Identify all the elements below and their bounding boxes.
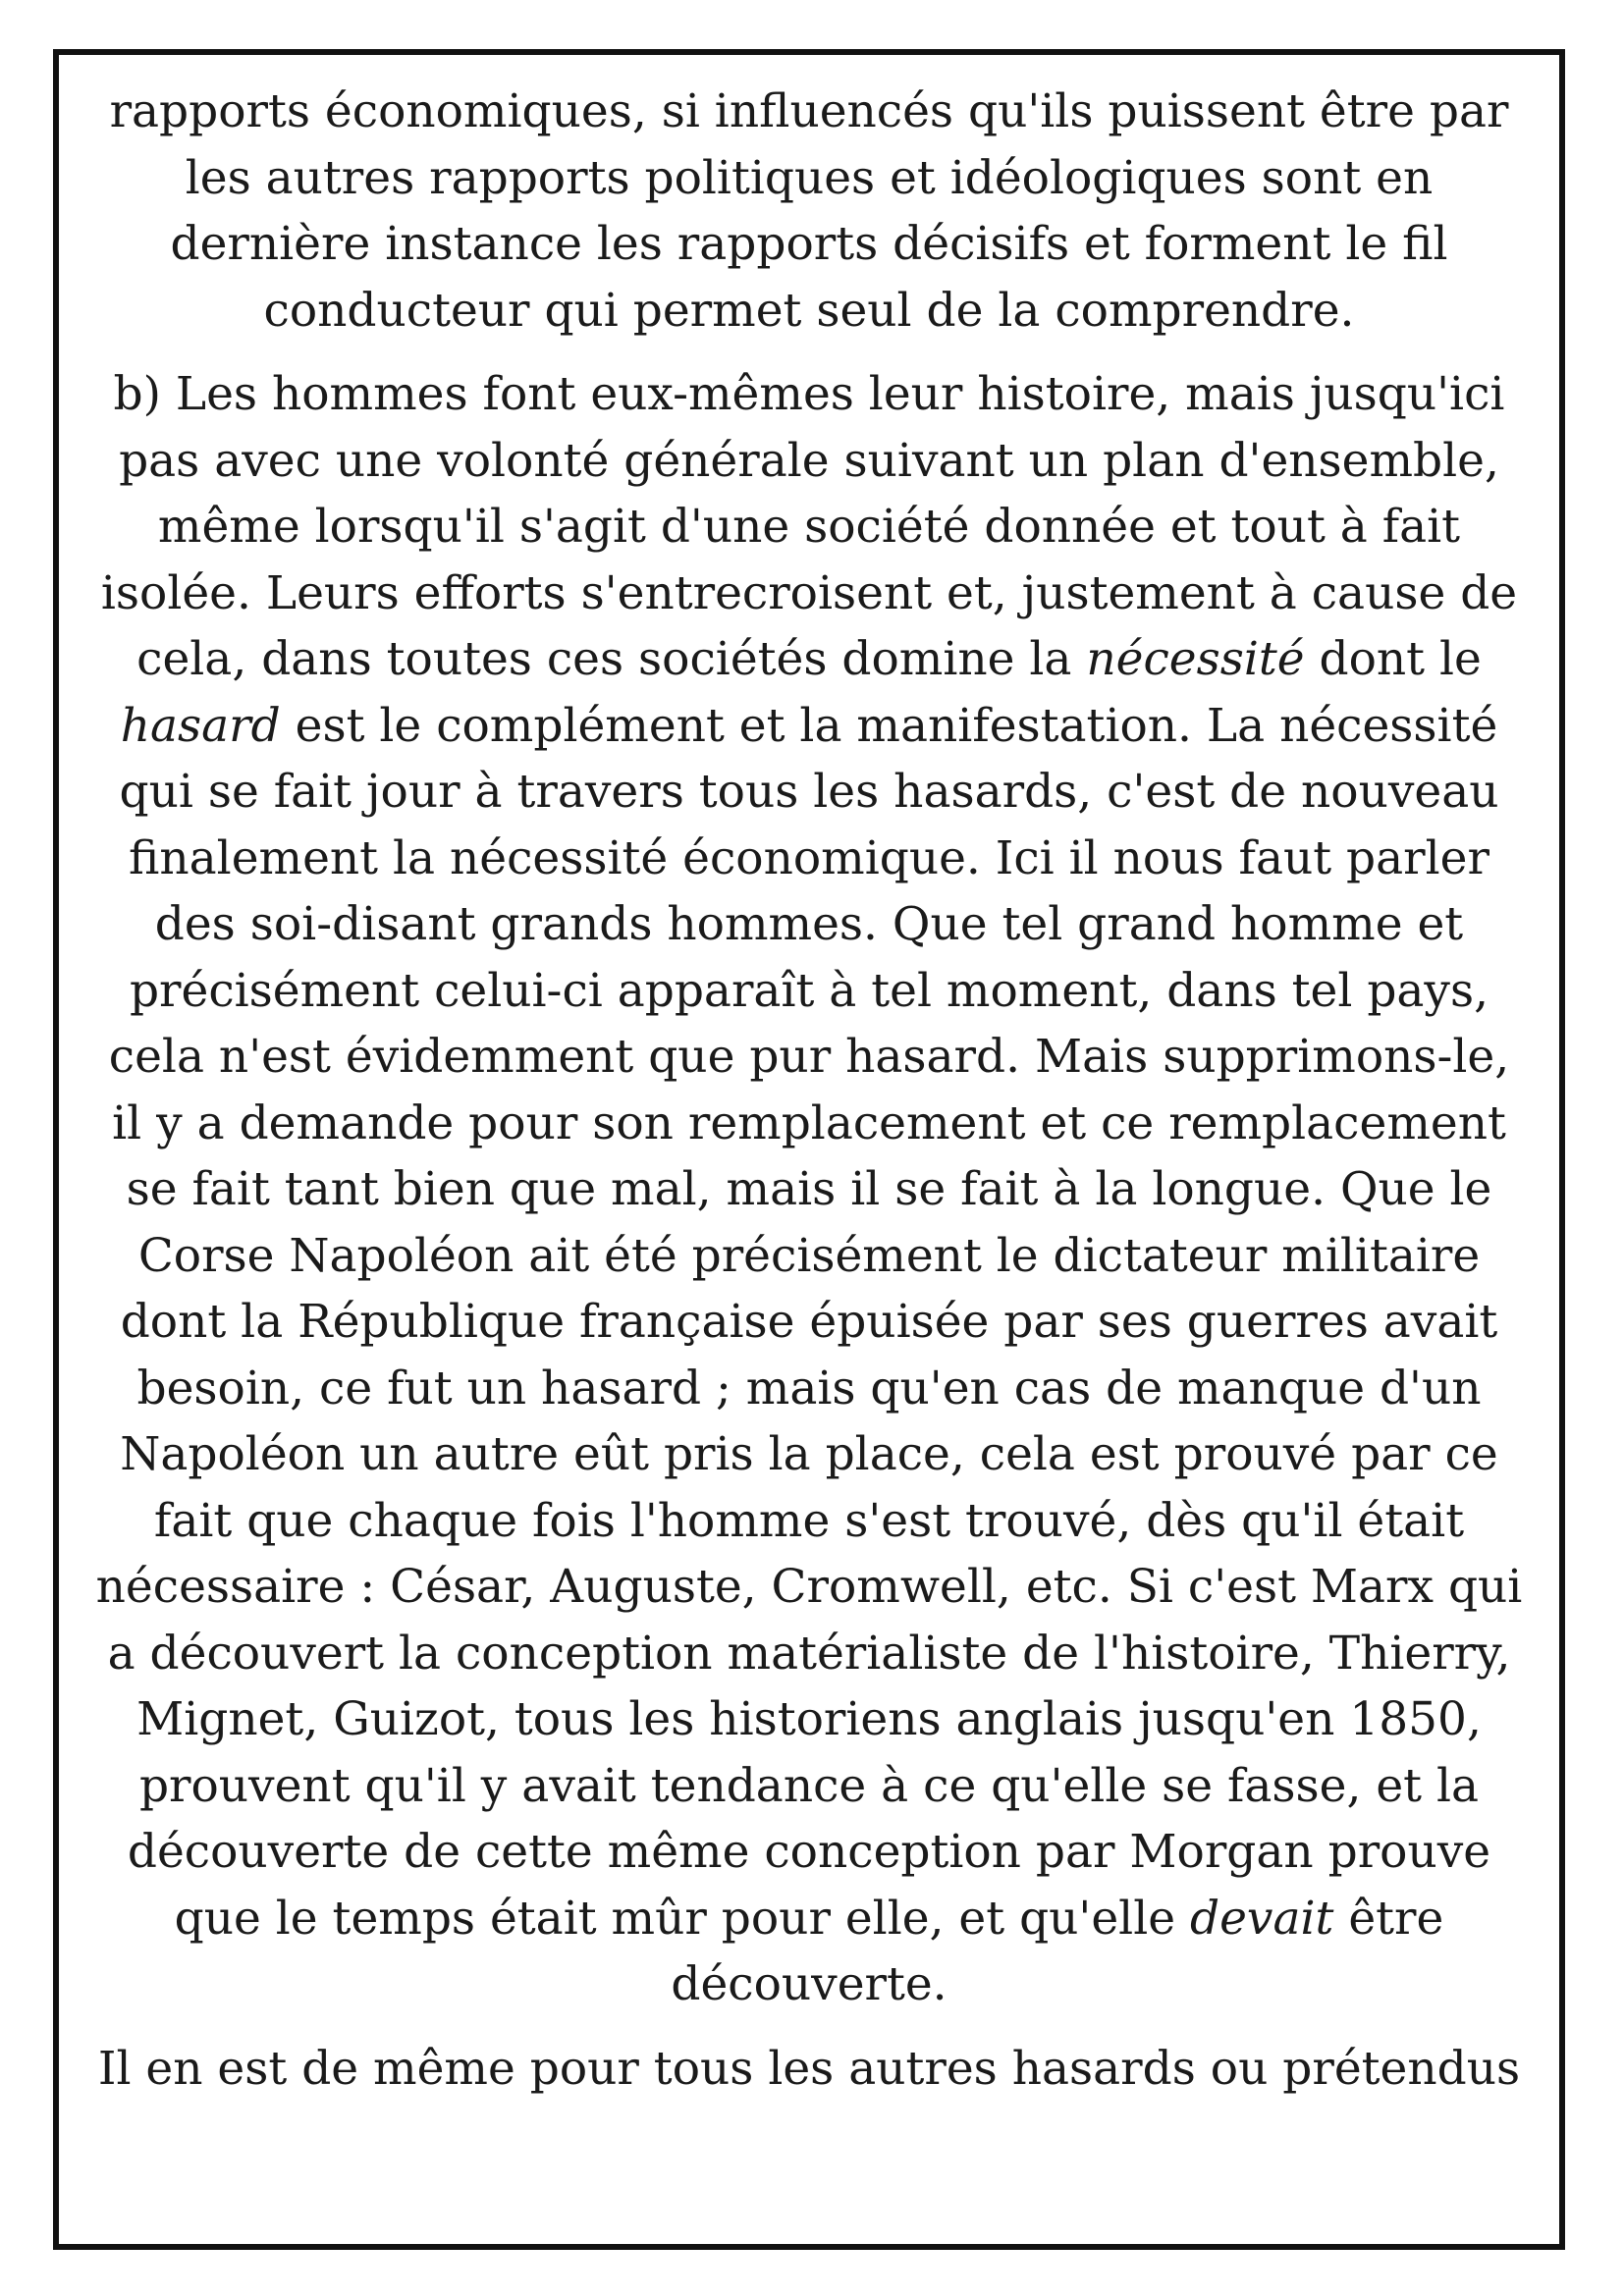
text-line <box>81 1951 1538 2018</box>
text-run: même lorsqu'il s'agit d'une société donnée et tout à fait <box>157 500 1461 554</box>
text-body <box>81 79 1538 2102</box>
text-run: dont la République française épuisée par ses guerres avait <box>120 1295 1498 1349</box>
text-line <box>81 1024 1538 1091</box>
text-run: les autres rapports politiques et idéologiques sont en <box>185 150 1434 205</box>
text-line <box>81 1421 1538 1488</box>
paragraph <box>81 79 1538 344</box>
text-line <box>81 626 1538 693</box>
text-line <box>81 826 1538 892</box>
text-line <box>81 1091 1538 1157</box>
italic-text-run: hasard <box>120 698 281 753</box>
text-line <box>81 1621 1538 1687</box>
text-run: précisément celui-ci apparaît à tel moment, dans tel pays, <box>129 963 1489 1018</box>
text-run: dernière instance les rapports décisifs et forment le fil <box>170 217 1448 271</box>
text-run: cela, dans toutes ces sociétés domine la <box>136 632 1087 686</box>
text-run: Napoléon un autre eût pris la place, cela est prouvé par ce <box>120 1427 1498 1481</box>
text-line <box>81 494 1538 561</box>
text-run: découverte. <box>671 1957 947 2011</box>
paragraph <box>81 361 1538 2018</box>
text-line <box>81 1554 1538 1621</box>
text-run: se fait tant bien que mal, mais il se fait à la longue. Que le <box>126 1162 1492 1216</box>
text-run: Mignet, Guizot, tous les historiens anglais jusqu'en 1850, <box>136 1692 1482 1746</box>
text-run: finalement la nécessité économique. Ici il nous faut parler <box>129 830 1489 885</box>
text-run: cela n'est évidemment que pur hasard. Mais supprimons-le, <box>108 1030 1510 1084</box>
text-line <box>81 278 1538 345</box>
text-run: être <box>1333 1891 1444 1946</box>
text-run: conducteur qui permet seul de la comprendre. <box>263 283 1355 338</box>
text-run: qui se fait jour à travers tous les hasards, c'est de nouveau <box>119 765 1499 819</box>
text-run: des soi-disant grands hommes. Que tel grand homme et <box>154 897 1464 951</box>
text-line <box>81 693 1538 760</box>
text-run: est le complément et la manifestation. La nécessité <box>280 698 1498 753</box>
text-run: nécessaire : César, Auguste, Cromwell, etc. Si c'est Marx qui <box>95 1560 1523 1614</box>
text-run: il y a demande pour son remplacement et ce remplacement <box>112 1095 1506 1150</box>
text-run: que le temps était mûr pour elle, et qu'elle <box>174 1891 1190 1946</box>
italic-text-run: nécessité <box>1086 632 1305 686</box>
text-line <box>81 2036 1538 2103</box>
text-line <box>81 1289 1538 1356</box>
text-line <box>81 561 1538 627</box>
text-line <box>81 1356 1538 1422</box>
text-line <box>81 1156 1538 1223</box>
italic-text-run: devait <box>1189 1891 1334 1946</box>
text-run: besoin, ce fut un hasard ; mais qu'en cas de manque d'un <box>136 1361 1482 1415</box>
text-line <box>81 759 1538 826</box>
text-line <box>81 361 1538 428</box>
text-line <box>81 145 1538 212</box>
text-line <box>81 211 1538 278</box>
text-line <box>81 891 1538 958</box>
text-run: Corse Napoléon ait été précisément le dictateur militaire <box>137 1228 1481 1283</box>
text-run: dont le <box>1304 632 1482 686</box>
text-run: pas avec une volonté générale suivant un plan d'ensemble, <box>119 433 1499 488</box>
text-run: prouvent qu'il y avait tendance à ce qu'elle se fasse, et la <box>138 1758 1480 1813</box>
text-line <box>81 1819 1538 1886</box>
text-line <box>81 1223 1538 1290</box>
text-run: b) Les hommes font eux-mêmes leur histoire, mais jusqu'ici <box>113 367 1505 421</box>
text-line <box>81 958 1538 1025</box>
text-run: isolée. Leurs efforts s'entrecroisent et, justement à cause de <box>100 565 1518 620</box>
text-line <box>81 428 1538 495</box>
text-run: découverte de cette même conception par Morgan prouve <box>127 1825 1491 1879</box>
paragraph <box>81 2036 1538 2103</box>
text-line <box>81 1488 1538 1555</box>
text-line <box>81 1753 1538 1820</box>
text-line <box>81 1686 1538 1753</box>
text-run: rapports économiques, si influencés qu'ils puissent être par <box>109 84 1509 138</box>
text-line <box>81 79 1538 145</box>
text-run: Il en est de même pour tous les autres hasards ou prétendus <box>97 2041 1521 2096</box>
text-line <box>81 1886 1538 1952</box>
text-run: a découvert la conception matérialiste de l'histoire, Thierry, <box>107 1626 1511 1681</box>
text-run: fait que chaque fois l'homme s'est trouvé, dès qu'il était <box>153 1493 1465 1548</box>
page-frame <box>53 49 1565 2250</box>
